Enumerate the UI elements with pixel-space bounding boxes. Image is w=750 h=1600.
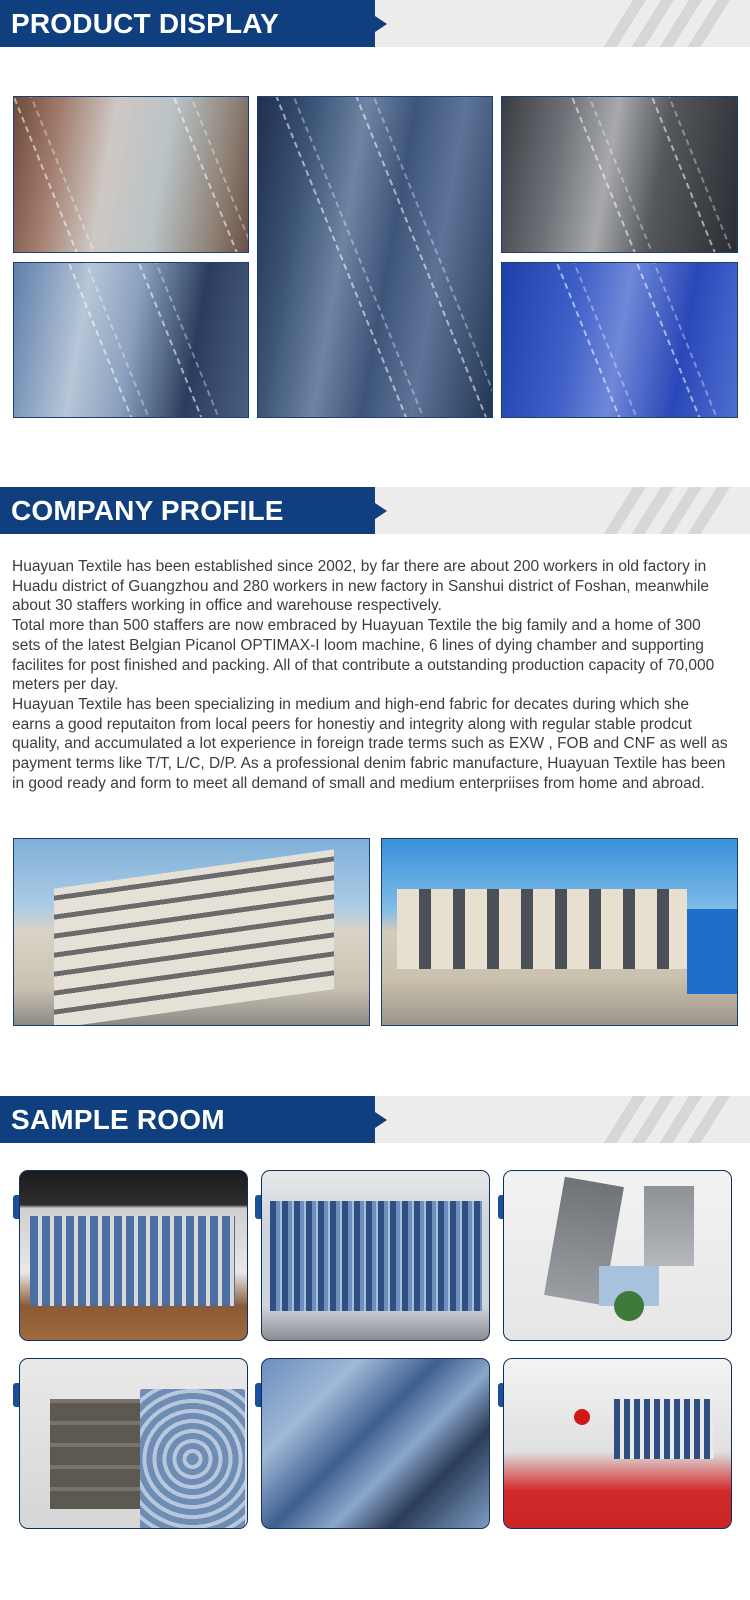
showroom-photo <box>19 1358 248 1529</box>
factory-building-photo <box>381 838 738 1026</box>
showroom-photo <box>503 1170 732 1341</box>
product-display-header <box>0 0 750 47</box>
section-title: SAMPLE ROOM <box>11 1104 225 1135</box>
showroom-photo <box>503 1358 732 1529</box>
header-arrow <box>375 1112 387 1128</box>
section-title: PRODUCT DISPLAY <box>11 8 280 39</box>
denim-fabric-photo <box>13 96 249 253</box>
profile-paragraph: Huayuan Textile has been established since 2002, by far there are about 200 workers in old factory in Huadu district of Guangzhou and 280 workers in new factory in Sanshui district of Foshan, meanwhile about 30 staffers working in office and warehouse respectively. <box>12 558 710 615</box>
section-title: COMPANY PROFILE <box>11 495 284 526</box>
header-arrow <box>375 16 387 32</box>
profile-paragraph: Huayuan Textile has been specializing in medium and high-end fabric for decates during which she earns a good reputaiton from local peers for honestiy and integrity along with regular stable prodcut quality, and accumulated a lot experience in foreign trade terms such as EXW , FOB and CNF as well as payment terms like T/T, L/C, D/P. As a professional denim fabric manufacture, Huayuan Textile has been in good ready and form to meet all demand of small and medium enterpriises from home and abroad. <box>12 695 728 792</box>
profile-paragraph: Total more than 500 staffers are now embraced by Huayuan Textile the big family and a home of 300 sets of the latest Belgian Picanol OPTIMAX-I loom machine, 6 lines of dying chamber and supporting facilites for post finished and packing. All of that contribute a outstanding production capacity of 70,000 meters per day. <box>12 617 715 694</box>
sample-room-header <box>0 1096 750 1143</box>
factory-building-photo <box>13 838 370 1026</box>
denim-fabric-photo <box>501 262 738 418</box>
denim-fabric-photo <box>13 262 249 418</box>
denim-fabric-photo <box>501 96 738 253</box>
header-arrow <box>375 503 387 519</box>
showroom-photo <box>261 1170 490 1341</box>
showroom-photo <box>261 1358 490 1529</box>
showroom-photo <box>19 1170 248 1341</box>
company-profile-text <box>12 557 732 793</box>
denim-fabric-photo <box>257 96 493 418</box>
company-profile-header <box>0 487 750 534</box>
